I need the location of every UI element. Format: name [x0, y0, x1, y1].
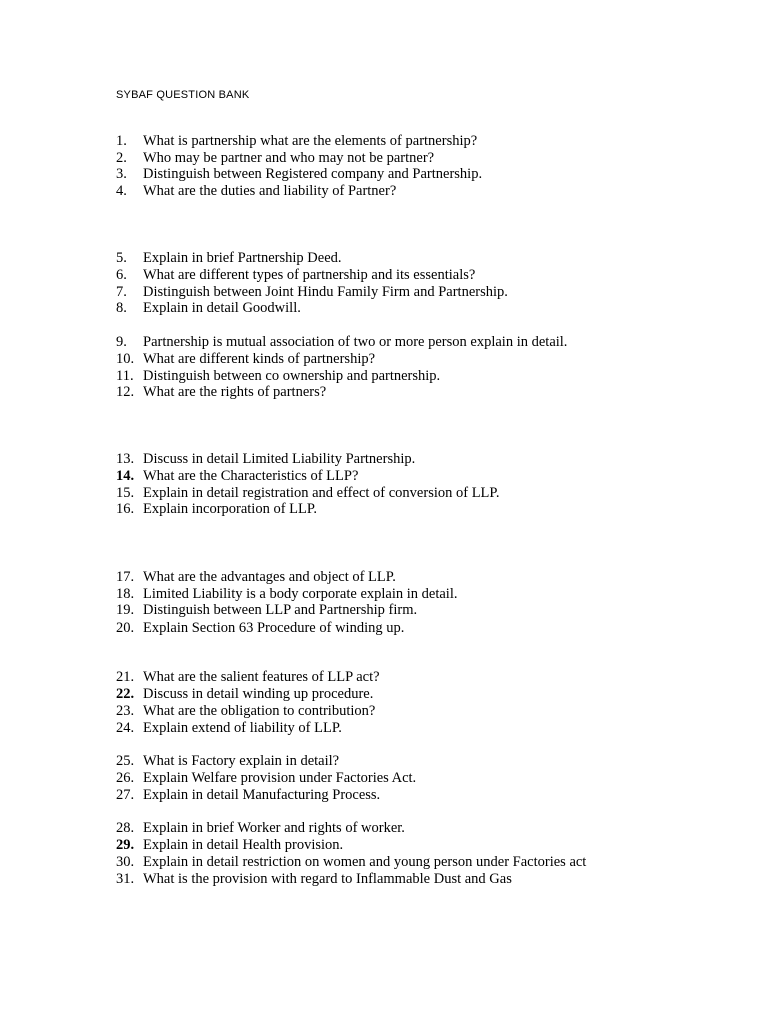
question-item [116, 686, 373, 703]
question-text: What are the rights of partners? [143, 384, 327, 400]
question-text: What are the Characteristics of LLP? [143, 468, 359, 484]
question-text: Partnership is mutual association of two or more person explain in detail. [143, 334, 568, 350]
question-number: 18. [116, 586, 135, 602]
question-text: Distinguish between LLP and Partnership firm. [143, 602, 418, 618]
question-text: What are different kinds of partnership? [143, 351, 376, 367]
question-number: 3. [116, 166, 127, 182]
question-item [116, 485, 500, 502]
question-text: Explain Welfare provision under Factories Act. [143, 770, 417, 786]
question-number: 10. [116, 351, 135, 367]
question-number: 9. [116, 334, 127, 350]
question-item [116, 284, 508, 301]
question-number: 15. [116, 485, 135, 501]
question-item [116, 770, 416, 787]
question-item [116, 250, 342, 267]
question-text: Explain incorporation of LLP. [143, 501, 317, 517]
question-number: 23. [116, 703, 135, 719]
question-number: 4. [116, 183, 127, 199]
question-text: Explain in brief Worker and rights of worker. [143, 820, 405, 836]
question-text: What is the provision with regard to Inflammable Dust and Gas [143, 871, 512, 887]
question-item [116, 871, 512, 888]
question-number: 17. [116, 569, 135, 585]
question-item [116, 669, 380, 686]
question-item [116, 586, 457, 603]
question-text: Explain in detail Goodwill. [143, 300, 301, 316]
question-number: 27. [116, 787, 135, 803]
question-item [116, 753, 339, 770]
question-number: 29. [116, 837, 135, 853]
question-text: Explain in detail restriction on women and young person under Factories act [143, 854, 587, 870]
question-item [116, 267, 475, 284]
question-item [116, 451, 415, 468]
question-item [116, 183, 396, 200]
question-number: 13. [116, 451, 135, 467]
question-item [116, 166, 482, 183]
question-text: What is Factory explain in detail? [143, 753, 340, 769]
question-number: 22. [116, 686, 135, 702]
question-number: 30. [116, 854, 135, 870]
question-item [116, 334, 567, 351]
question-item [116, 133, 477, 150]
question-number: 25. [116, 753, 135, 769]
question-number: 5. [116, 250, 127, 266]
document-title: SYBAF QUESTION BANK [116, 89, 250, 101]
question-text: What is partnership what are the elements of partnership? [143, 133, 478, 149]
question-number: 16. [116, 501, 135, 517]
question-text: What are the duties and liability of Partner? [143, 183, 397, 199]
question-number: 28. [116, 820, 135, 836]
question-item [116, 150, 434, 167]
question-item [116, 468, 358, 485]
question-item [116, 569, 396, 586]
question-number: 8. [116, 300, 127, 316]
question-item [116, 720, 342, 737]
question-number: 21. [116, 669, 135, 685]
question-number: 26. [116, 770, 135, 786]
question-text: Explain in detail Manufacturing Process. [143, 787, 381, 803]
question-text: Who may be partner and who may not be partner? [143, 150, 435, 166]
question-number: 20. [116, 620, 135, 636]
question-item [116, 703, 375, 720]
question-item [116, 787, 380, 804]
question-item [116, 501, 317, 518]
question-item [116, 602, 417, 619]
question-number: 2. [116, 150, 127, 166]
question-text: Explain extend of liability of LLP. [143, 720, 342, 736]
question-number: 11. [116, 368, 134, 384]
question-item [116, 351, 375, 368]
question-item [116, 837, 343, 854]
question-text: Explain in brief Partnership Deed. [143, 250, 342, 266]
question-text: What are different types of partnership and its essentials? [143, 267, 476, 283]
question-number: 14. [116, 468, 135, 484]
question-text: Explain in detail Health provision. [143, 837, 344, 853]
question-text: Limited Liability is a body corporate explain in detail. [143, 586, 458, 602]
question-number: 1. [116, 133, 127, 149]
question-item [116, 854, 586, 871]
question-text: What are the obligation to contribution? [143, 703, 376, 719]
question-item [116, 384, 326, 401]
question-number: 12. [116, 384, 135, 400]
question-text: Distinguish between co ownership and partnership. [143, 368, 441, 384]
question-text: Distinguish between Registered company and Partnership. [143, 166, 483, 182]
question-item [116, 620, 404, 637]
question-number: 31. [116, 871, 135, 887]
question-item [116, 368, 440, 385]
question-text: What are the advantages and object of LLP. [143, 569, 396, 585]
question-text: What are the salient features of LLP act? [143, 669, 380, 685]
question-item [116, 820, 405, 837]
question-text: Explain Section 63 Procedure of winding up. [143, 620, 405, 636]
question-item [116, 300, 301, 317]
question-number: 19. [116, 602, 135, 618]
question-number: 24. [116, 720, 135, 736]
question-text: Distinguish between Joint Hindu Family Firm and Partnership. [143, 284, 508, 300]
question-text: Discuss in detail winding up procedure. [143, 686, 374, 702]
question-text: Discuss in detail Limited Liability Partnership. [143, 451, 416, 467]
question-text: Explain in detail registration and effect of conversion of LLP. [143, 485, 500, 501]
question-number: 6. [116, 267, 127, 283]
question-number: 7. [116, 284, 127, 300]
